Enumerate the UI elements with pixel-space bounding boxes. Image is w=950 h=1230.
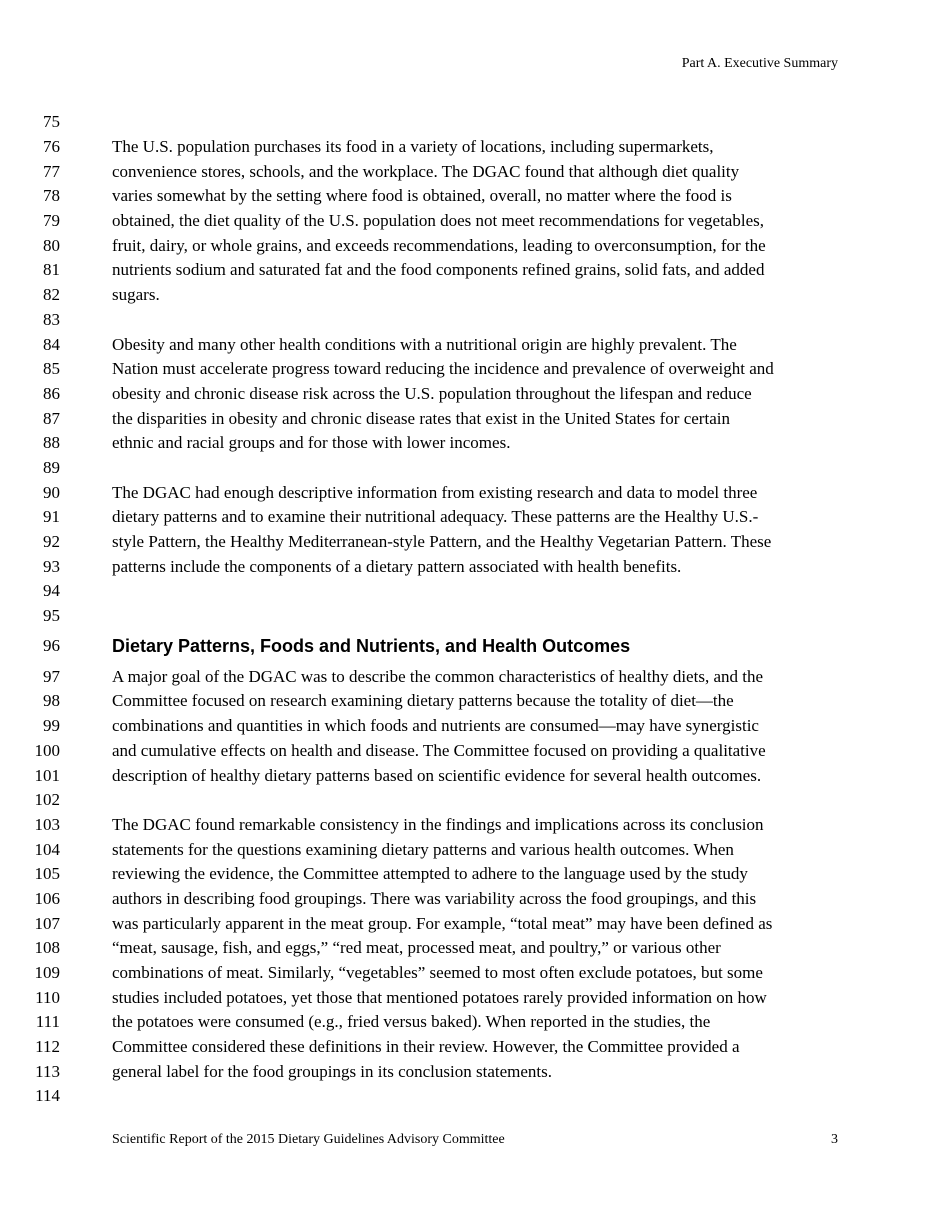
text-line	[0, 357, 950, 382]
text-line	[0, 1035, 950, 1060]
text-line	[0, 664, 950, 689]
line-text: ethnic and racial groups and for those with lower incomes.	[112, 433, 511, 453]
line-number: 99	[43, 716, 60, 736]
text-line	[0, 233, 950, 258]
text-line	[0, 382, 950, 407]
line-text: combinations and quantities in which foods and nutrients are consumed—may have synergistic	[112, 716, 759, 736]
line-number: 108	[34, 938, 60, 958]
line-number: 109	[34, 963, 60, 983]
line-text: description of healthy dietary patterns based on scientific evidence for several health outcomes.	[112, 765, 762, 785]
line-number: 82	[43, 285, 60, 305]
line-number: 75	[43, 112, 60, 132]
text-line	[0, 554, 950, 579]
text-line	[0, 579, 950, 604]
line-number: 78	[43, 186, 60, 206]
line-number: 112	[35, 1037, 60, 1057]
text-line	[0, 110, 950, 135]
text-line	[0, 431, 950, 456]
line-number: 101	[34, 765, 60, 785]
line-number: 107	[34, 913, 60, 933]
line-number: 104	[34, 839, 60, 859]
line-number: 84	[43, 334, 60, 354]
line-number: 98	[43, 691, 60, 711]
line-text: The DGAC found remarkable consistency in the findings and implications across its conclusion	[112, 814, 764, 834]
line-number: 105	[34, 864, 60, 884]
section-heading-row	[0, 628, 950, 664]
line-number: 88	[43, 433, 60, 453]
line-text: A major goal of the DGAC was to describe the common characteristics of healthy diets, and the	[112, 666, 764, 686]
text-line	[0, 1084, 950, 1109]
line-text: “meat, sausage, fish, and eggs,” “red meat, processed meat, and poultry,” or various other	[112, 938, 721, 958]
text-line	[0, 689, 950, 714]
line-number: 87	[43, 408, 60, 428]
text-line	[0, 961, 950, 986]
line-text: The U.S. population purchases its food in a variety of locations, including supermarkets,	[112, 137, 714, 157]
line-number: 92	[43, 532, 60, 552]
line-number: 79	[43, 211, 60, 231]
text-line	[0, 135, 950, 160]
line-number: 83	[43, 309, 60, 329]
line-number: 111	[35, 1012, 60, 1032]
line-number: 114	[35, 1086, 60, 1106]
text-line	[0, 258, 950, 283]
text-line	[0, 862, 950, 887]
line-number: 90	[43, 482, 60, 502]
line-text: Committee focused on research examining dietary patterns because the totality of diet—the	[112, 691, 734, 711]
line-text: authors in describing food groupings. There was variability across the food groupings, and this	[112, 888, 757, 908]
text-line	[0, 308, 950, 333]
text-line	[0, 1059, 950, 1084]
line-number: 77	[43, 161, 60, 181]
line-number: 113	[35, 1061, 60, 1081]
text-line	[0, 911, 950, 936]
text-line	[0, 604, 950, 629]
line-text: the disparities in obesity and chronic disease rates that exist in the United States for certain	[112, 408, 730, 428]
text-line	[0, 480, 950, 505]
line-number: 110	[35, 987, 60, 1007]
line-text: varies somewhat by the setting where food is obtained, overall, no matter where the food is	[112, 186, 732, 206]
text-line	[0, 332, 950, 357]
text-line	[0, 530, 950, 555]
running-header: Part A. Executive Summary	[681, 56, 838, 71]
line-number: 85	[43, 359, 60, 379]
line-number: 89	[43, 457, 60, 477]
text-line	[0, 887, 950, 912]
line-number: 80	[43, 235, 60, 255]
text-line	[0, 813, 950, 838]
line-number: 95	[43, 606, 60, 626]
text-line	[0, 406, 950, 431]
text-line	[0, 788, 950, 813]
text-line	[0, 283, 950, 308]
line-text: was particularly apparent in the meat group. For example, “total meat” may have been defined as	[112, 913, 773, 933]
line-text: combinations of meat. Similarly, “vegetables” seemed to most often exclude potatoes, but some	[112, 963, 763, 983]
text-line	[0, 1010, 950, 1035]
text-line	[0, 714, 950, 739]
text-line	[0, 184, 950, 209]
line-number: 102	[34, 790, 60, 810]
line-number: 91	[43, 507, 60, 527]
line-text: Nation must accelerate progress toward reducing the incidence and prevalence of overweight and	[112, 359, 774, 379]
line-text: fruit, dairy, or whole grains, and exceeds recommendations, leading to overconsumption, for the	[112, 235, 766, 255]
text-line	[0, 837, 950, 862]
line-text: general label for the food groupings in its conclusion statements.	[112, 1061, 553, 1081]
section-heading: Dietary Patterns, Foods and Nutrients, and Health Outcomes	[112, 635, 631, 656]
line-text: reviewing the evidence, the Committee attempted to adhere to the language used by the study	[112, 864, 748, 884]
line-text: nutrients sodium and saturated fat and the food components refined grains, solid fats, and added	[112, 260, 765, 280]
line-text: dietary patterns and to examine their nutritional adequacy. These patterns are the Healthy U.S.-	[112, 507, 759, 527]
line-number: 86	[43, 383, 60, 403]
line-number: 94	[43, 581, 60, 601]
text-line	[0, 936, 950, 961]
line-text: obesity and chronic disease risk across the U.S. population throughout the lifespan and reduce	[112, 383, 752, 403]
text-line	[0, 456, 950, 481]
line-number: 93	[43, 556, 60, 576]
footer-title: Scientific Report of the 2015 Dietary Guidelines Advisory Committee	[112, 1132, 505, 1147]
line-text: and cumulative effects on health and disease. The Committee focused on providing a qualitative	[112, 740, 766, 760]
text-line	[0, 505, 950, 530]
line-number: 106	[34, 888, 60, 908]
page-number: 3	[831, 1132, 838, 1147]
line-text: statements for the questions examining dietary patterns and various health outcomes. When	[112, 839, 734, 859]
line-text: Obesity and many other health conditions with a nutritional origin are highly prevalent. The	[112, 334, 737, 354]
line-text: style Pattern, the Healthy Mediterranean-style Pattern, and the Healthy Vegetarian Pattern. These	[112, 532, 772, 552]
line-number: 81	[43, 260, 60, 280]
line-text: The DGAC had enough descriptive information from existing research and data to model three	[112, 482, 758, 502]
line-text: the potatoes were consumed (e.g., fried versus baked). When reported in the studies, the	[112, 1012, 711, 1032]
text-line	[0, 159, 950, 184]
line-number: 96	[43, 636, 60, 656]
line-text: obtained, the diet quality of the U.S. population does not meet recommendations for vegetables,	[112, 211, 764, 231]
line-number: 76	[43, 137, 60, 157]
text-line	[0, 739, 950, 764]
text-line	[0, 209, 950, 234]
line-text: sugars.	[112, 285, 160, 305]
line-text: patterns include the components of a dietary pattern associated with health benefits.	[112, 556, 682, 576]
line-number: 97	[43, 666, 60, 686]
line-text: Committee considered these definitions in their review. However, the Committee provided a	[112, 1037, 740, 1057]
line-text: studies included potatoes, yet those that mentioned potatoes rarely provided information on how	[112, 987, 767, 1007]
text-line	[0, 763, 950, 788]
text-line	[0, 985, 950, 1010]
numbered-text-body	[0, 110, 950, 1109]
line-text: convenience stores, schools, and the workplace. The DGAC found that although diet quality	[112, 161, 740, 181]
line-number: 103	[34, 814, 60, 834]
line-number: 100	[34, 740, 60, 760]
